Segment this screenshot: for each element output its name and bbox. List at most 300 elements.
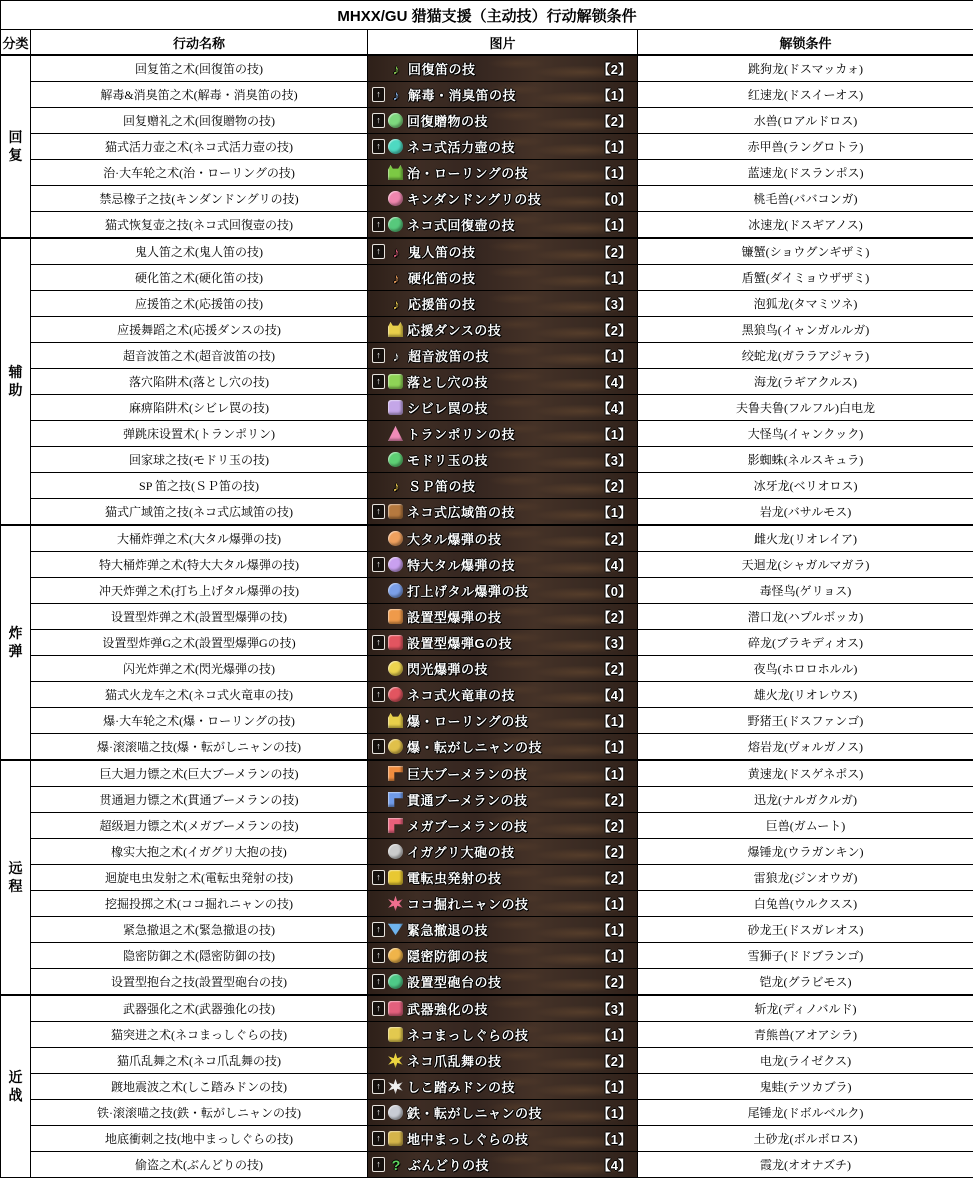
skill-label: 設置型爆弾Gの技	[407, 633, 512, 652]
skill-image-cell	[368, 995, 638, 1022]
action-name-cell: 禁忌橡子之技(キンダンドングリの技)	[31, 186, 368, 212]
skill-screenshot-strip	[368, 1048, 637, 1073]
skill-label: 電転虫発射の技	[407, 868, 502, 887]
slot-count: 【4】	[594, 1155, 631, 1174]
skill-image-cell	[368, 238, 638, 265]
slot-count: 【1】	[594, 711, 631, 730]
upgrade-arrow-badge-icon: ↑	[372, 348, 385, 363]
unlock-condition-cell: 土砂龙(ボルボロス)	[638, 1126, 973, 1152]
skill-image-cell	[368, 499, 638, 526]
upgrade-arrow-badge-icon: ↑	[372, 974, 385, 989]
skill-screenshot-strip	[368, 526, 637, 551]
slot-count: 【2】	[594, 1051, 631, 1070]
action-name-cell: 橡实大抱之术(イガグリ大抱の技)	[31, 839, 368, 865]
skill-screenshot-strip	[368, 1022, 637, 1047]
skill-image-cell	[368, 682, 638, 708]
skill-screenshot-strip	[368, 369, 637, 394]
unlock-condition-cell: 青熊兽(アオアシラ)	[638, 1022, 973, 1048]
skill-screenshot-strip	[368, 787, 637, 812]
skill-screenshot-strip	[368, 682, 637, 707]
retreat-arrows-icon	[388, 922, 403, 937]
skill-image-cell	[368, 134, 638, 160]
skill-screenshot-strip	[368, 630, 637, 655]
category-label: 远程	[9, 860, 23, 895]
dig-sparkle-icon	[388, 896, 403, 911]
skill-label: ネコ式火竜車の技	[407, 685, 515, 704]
upgrade-arrow-badge-icon: ↑	[372, 217, 385, 232]
upgrade-arrow-badge-icon: ↑	[372, 1157, 385, 1172]
boomerang-icon	[388, 766, 403, 781]
skill-screenshot-strip	[368, 578, 637, 603]
action-name-cell: 回家球之技(モドリ玉の技)	[31, 447, 368, 473]
table-row	[1, 1100, 973, 1126]
slot-count: 【2】	[594, 790, 631, 809]
skill-image-cell	[368, 630, 638, 656]
slot-count: 【1】	[594, 764, 631, 783]
skill-label: 応援ダンスの技	[407, 320, 501, 339]
action-name-cell: 设置型炸弹G之术(設置型爆弾Gの技)	[31, 630, 368, 656]
skill-screenshot-strip	[368, 604, 637, 629]
slot-count: 【1】	[594, 946, 631, 965]
skill-screenshot-strip	[368, 708, 637, 733]
skill-image-cell	[368, 186, 638, 212]
table-row	[1, 108, 973, 134]
category-cell	[1, 525, 31, 760]
horn-icon: ♪	[388, 478, 404, 493]
unlock-condition-cell: 夫鲁夫鲁(フルフル)白电龙	[638, 395, 973, 421]
action-name-cell: 猫式恢复壶之技(ネコ式回復壺の技)	[31, 212, 368, 239]
category-label: 近战	[9, 1069, 23, 1104]
unlock-condition-cell: 影蜘蛛(ネルスキュラ)	[638, 447, 973, 473]
table-row	[1, 682, 973, 708]
skill-screenshot-strip	[368, 160, 637, 185]
slot-count: 【2】	[594, 59, 631, 78]
table-row	[1, 421, 973, 447]
slot-count: 【1】	[594, 137, 631, 156]
slot-count: 【1】	[594, 424, 631, 443]
slot-count: 【4】	[594, 555, 631, 574]
upgrade-arrow-badge-icon: ↑	[372, 113, 385, 128]
skill-screenshot-strip	[368, 239, 637, 264]
action-name-cell: 大桶炸弹之术(大タル爆弾の技)	[31, 525, 368, 552]
table-row	[1, 55, 973, 82]
unlock-condition-cell: 雪狮子(ドドブランゴ)	[638, 943, 973, 969]
skill-label: イガグリ大砲の技	[407, 842, 515, 861]
skill-screenshot-strip	[368, 917, 637, 942]
header-image: 图片	[368, 30, 638, 56]
unlock-condition-cell: 蓝速龙(ドスランポス)	[638, 160, 973, 186]
skill-label: 設置型爆弾の技	[407, 607, 502, 626]
skill-image-cell	[368, 447, 638, 473]
slot-count: 【1】	[594, 920, 631, 939]
slot-count: 【1】	[594, 215, 631, 234]
action-name-cell: 闪光炸弹之术(閃光爆弾の技)	[31, 656, 368, 682]
action-name-cell: 应援笛之术(応援笛の技)	[31, 291, 368, 317]
table-row	[1, 1152, 973, 1178]
skill-label: トランポリンの技	[407, 424, 515, 443]
unlock-condition-cell: 雄火龙(リオレウス)	[638, 682, 973, 708]
upgrade-arrow-badge-icon: ↑	[372, 1079, 385, 1094]
action-name-cell: 麻痹陷阱术(シビレ罠の技)	[31, 395, 368, 421]
action-name-cell: 回复笛之术(回復笛の技)	[31, 55, 368, 82]
set-bomb-icon	[388, 609, 403, 624]
skill-label: ネコ式活力壺の技	[407, 137, 515, 156]
action-name-cell: 挖掘投掷之术(ココ掘れニャンの技)	[31, 891, 368, 917]
skill-screenshot-strip	[368, 839, 637, 864]
table-row	[1, 212, 973, 239]
header-category: 分类	[1, 30, 31, 56]
skill-screenshot-strip	[368, 1074, 637, 1099]
unlock-condition-cell: 毒怪鸟(ゲリョス)	[638, 578, 973, 604]
upgrade-arrow-badge-icon: ↑	[372, 557, 385, 572]
skill-screenshot-strip	[368, 1126, 637, 1151]
unlock-condition-cell: 雷狼龙(ジンオウガ)	[638, 865, 973, 891]
table-row	[1, 865, 973, 891]
slot-count: 【4】	[594, 685, 631, 704]
wide-range-box-icon	[388, 504, 403, 519]
slot-count: 【2】	[594, 659, 631, 678]
table-row	[1, 839, 973, 865]
claw-dance-icon	[388, 1053, 403, 1068]
skill-label: 爆・ローリングの技	[407, 711, 528, 730]
slot-count: 【4】	[594, 372, 631, 391]
unlock-condition-cell: 绞蛇龙(ガララアジャラ)	[638, 343, 973, 369]
vigor-pot-icon	[388, 139, 403, 154]
skill-label: ぶんどりの技	[408, 1155, 489, 1174]
chestnut-cannon-icon	[388, 844, 403, 859]
set-bomb-g-icon	[388, 635, 403, 650]
category-label: 回复	[9, 129, 23, 164]
skill-image-cell	[368, 917, 638, 943]
skill-screenshot-strip	[368, 134, 637, 159]
fire-wheel-icon	[388, 687, 403, 702]
plunder-question-icon: ?	[388, 1157, 404, 1172]
skill-screenshot-strip	[368, 421, 637, 446]
slot-count: 【2】	[594, 972, 631, 991]
action-name-cell: 回复赠礼之术(回復贈物の技)	[31, 108, 368, 134]
category-label: 炸弹	[9, 625, 23, 660]
skill-label: ココ掘れニャンの技	[407, 894, 529, 913]
slot-count: 【3】	[594, 633, 631, 652]
skill-label: 巨大ブーメランの技	[407, 764, 527, 783]
skill-label: ネコ爪乱舞の技	[407, 1051, 502, 1070]
unlock-condition-cell: 红速龙(ドスイーオス)	[638, 82, 973, 108]
unlock-condition-cell: 潜口龙(ハプルボッカ)	[638, 604, 973, 630]
skill-screenshot-strip	[368, 343, 637, 368]
action-name-cell: 猫式活力壶之术(ネコ式活力壺の技)	[31, 134, 368, 160]
skill-label: 超音波笛の技	[408, 346, 489, 365]
skill-image-cell	[368, 343, 638, 369]
skill-image-cell	[368, 212, 638, 239]
action-name-cell: 鬼人笛之术(鬼人笛の技)	[31, 238, 368, 265]
skill-screenshot-strip	[368, 656, 637, 681]
upgrade-arrow-badge-icon: ↑	[372, 870, 385, 885]
title-row	[1, 1, 973, 30]
upgrade-arrow-badge-icon: ↑	[372, 739, 385, 754]
skill-label: シビレ罠の技	[407, 398, 488, 417]
skill-screenshot-strip	[368, 265, 637, 290]
table-row	[1, 343, 973, 369]
skill-screenshot-strip	[368, 1152, 637, 1177]
action-name-cell: SP 笛之技(ＳＰ笛の技)	[31, 473, 368, 499]
skill-label: 硬化笛の技	[408, 268, 476, 287]
header-unlock-condition: 解锁条件	[638, 30, 973, 56]
table-row	[1, 656, 973, 682]
skill-label: 武器強化の技	[407, 999, 488, 1018]
unlock-condition-cell: 夜鸟(ホロロホルル)	[638, 656, 973, 682]
unlock-condition-cell: 熔岩龙(ヴォルガノス)	[638, 734, 973, 761]
skill-image-cell	[368, 395, 638, 421]
action-name-cell: 解毒&消臭笛之术(解毒・消臭笛の技)	[31, 82, 368, 108]
horn-icon: ♪	[388, 296, 404, 311]
skill-screenshot-strip	[368, 56, 637, 81]
skill-image-cell	[368, 839, 638, 865]
upgrade-arrow-badge-icon: ↑	[372, 1131, 385, 1146]
skill-label: 回復贈物の技	[407, 111, 488, 130]
skill-label: 閃光爆弾の技	[407, 659, 488, 678]
slot-count: 【2】	[594, 242, 631, 261]
skill-image-cell	[368, 82, 638, 108]
table-row	[1, 525, 973, 552]
skill-label: ＳＰ笛の技	[408, 476, 476, 495]
skill-label: 鬼人笛の技	[408, 242, 476, 261]
action-name-cell: 铁·滚滚喵之技(鉄・転がしニャンの技)	[31, 1100, 368, 1126]
skill-label: 爆・転がしニャンの技	[407, 737, 542, 756]
category-cell	[1, 995, 31, 1178]
skill-image-cell	[368, 813, 638, 839]
skill-screenshot-strip	[368, 82, 637, 107]
slot-count: 【2】	[594, 868, 631, 887]
skill-image-cell	[368, 1152, 638, 1178]
skill-image-cell	[368, 160, 638, 186]
action-name-cell: 猫式广域笛之技(ネコ式広域笛の技)	[31, 499, 368, 526]
unlock-condition-cell: 砂龙王(ドスガレオス)	[638, 917, 973, 943]
action-name-cell: 超级迴力镖之术(メガブーメランの技)	[31, 813, 368, 839]
stealth-shell-icon	[388, 948, 403, 963]
upgrade-arrow-badge-icon: ↑	[372, 1001, 385, 1016]
table-row	[1, 891, 973, 917]
slot-count: 【2】	[594, 476, 631, 495]
page-title: MHXX/GU 猎猫支援（主动技）行动解锁条件	[1, 1, 973, 30]
acorn-icon	[388, 191, 403, 206]
skill-label: モドリ玉の技	[407, 450, 488, 469]
action-name-cell: 超音波笛之术(超音波笛の技)	[31, 343, 368, 369]
mega-barrel-bomb-icon	[388, 557, 403, 572]
table-row	[1, 760, 973, 787]
skill-image-cell	[368, 369, 638, 395]
slot-count: 【4】	[594, 398, 631, 417]
slot-count: 【0】	[594, 189, 631, 208]
slot-count: 【2】	[594, 816, 631, 835]
slot-count: 【1】	[594, 1103, 631, 1122]
unlock-condition-cell: 霞龙(オオナズチ)	[638, 1152, 973, 1178]
skill-image-cell	[368, 604, 638, 630]
action-name-cell: 贯通迴力镖之术(貫通ブーメランの技)	[31, 787, 368, 813]
table-row	[1, 317, 973, 343]
action-name-cell: 硬化笛之术(硬化笛の技)	[31, 265, 368, 291]
skill-label: 鉄・転がしニャンの技	[407, 1103, 542, 1122]
skill-label: ネコまっしぐらの技	[407, 1025, 529, 1044]
skill-screenshot-strip	[368, 943, 637, 968]
rolling-ball-icon	[388, 739, 403, 754]
shock-trap-icon	[388, 400, 403, 415]
skill-screenshot-strip	[368, 1100, 637, 1125]
action-name-cell: 冲天炸弹之术(打ち上げタル爆弾の技)	[31, 578, 368, 604]
skill-label: メガブーメランの技	[407, 816, 527, 835]
skill-label: 貫通ブーメランの技	[407, 790, 527, 809]
flash-bomb-icon	[388, 661, 403, 676]
slot-count: 【3】	[594, 294, 631, 313]
thunderbug-icon	[388, 870, 403, 885]
skill-image-cell	[368, 969, 638, 996]
table-row	[1, 734, 973, 761]
skill-screenshot-strip	[368, 186, 637, 211]
category-label: 辅助	[9, 364, 23, 399]
horn-icon: ♪	[388, 270, 404, 285]
upgrade-arrow-badge-icon: ↑	[372, 504, 385, 519]
table-row	[1, 186, 973, 212]
slot-count: 【2】	[594, 607, 631, 626]
category-cell	[1, 238, 31, 525]
skill-image-cell	[368, 55, 638, 82]
action-name-cell: 应援舞蹈之术(応援ダンスの技)	[31, 317, 368, 343]
slot-count: 【1】	[594, 1025, 631, 1044]
skill-image-cell	[368, 317, 638, 343]
category-cell	[1, 55, 31, 238]
gift-icon	[388, 113, 403, 128]
action-name-cell: 紧急撤退之术(緊急撤退の技)	[31, 917, 368, 943]
upgrade-arrow-badge-icon: ↑	[372, 87, 385, 102]
skill-image-cell	[368, 943, 638, 969]
table-row	[1, 630, 973, 656]
table-row	[1, 447, 973, 473]
action-name-cell: 猫突进之术(ネコまっしぐらの技)	[31, 1022, 368, 1048]
table-row	[1, 1074, 973, 1100]
unlock-condition-cell: 斩龙(ディノバルド)	[638, 995, 973, 1022]
action-name-cell: 迴旋电虫发射之术(電転虫発射の技)	[31, 865, 368, 891]
table-row	[1, 969, 973, 996]
action-name-cell: 设置型抱台之技(設置型砲台の技)	[31, 969, 368, 996]
skill-label: 回復笛の技	[408, 59, 476, 78]
skill-screenshot-strip	[368, 108, 637, 133]
unlock-condition-cell: 岩龙(バサルモス)	[638, 499, 973, 526]
skill-label: ネコ式広域笛の技	[407, 502, 515, 521]
launch-bomb-icon	[388, 583, 403, 598]
slot-count: 【1】	[594, 268, 631, 287]
skill-image-cell	[368, 552, 638, 578]
skill-image-cell	[368, 734, 638, 761]
skill-label: 地中まっしぐらの技	[407, 1129, 529, 1148]
unlock-condition-cell: 迅龙(ナルガクルガ)	[638, 787, 973, 813]
skill-label: キンダンドングリの技	[407, 189, 541, 208]
skill-screenshot-strip	[368, 447, 637, 472]
table-row	[1, 160, 973, 186]
slot-count: 【3】	[594, 450, 631, 469]
skill-image-cell	[368, 1100, 638, 1126]
skill-screenshot-strip	[368, 761, 637, 786]
table-row	[1, 369, 973, 395]
skill-image-cell	[368, 265, 638, 291]
skill-label: 大タル爆弾の技	[407, 529, 502, 548]
upgrade-arrow-badge-icon: ↑	[372, 687, 385, 702]
action-name-cell: 特大桶炸弹之术(特大大タル爆弾の技)	[31, 552, 368, 578]
action-name-cell: 巨大迴力镖之术(巨大ブーメランの技)	[31, 760, 368, 787]
skill-image-cell	[368, 525, 638, 552]
unlock-condition-cell: 赤甲兽(ラングロトラ)	[638, 134, 973, 160]
unlock-condition-cell: 尾锤龙(ドボルベルク)	[638, 1100, 973, 1126]
unlock-condition-cell: 海龙(ラギアクルス)	[638, 369, 973, 395]
unlock-condition-cell: 电龙(ライゼクス)	[638, 1048, 973, 1074]
skill-screenshot-strip	[368, 865, 637, 890]
unlock-condition-cell: 黑狼鸟(イャンガルルガ)	[638, 317, 973, 343]
stomp-shockwave-icon	[388, 1079, 403, 1094]
table-row	[1, 291, 973, 317]
category-cell	[1, 760, 31, 995]
upgrade-arrow-badge-icon: ↑	[372, 1105, 385, 1120]
unlock-condition-cell: 黄速龙(ドスゲネポス)	[638, 760, 973, 787]
skill-label: しこ踏みドンの技	[407, 1077, 515, 1096]
table-row	[1, 395, 973, 421]
skill-image-cell	[368, 1074, 638, 1100]
skill-image-cell	[368, 578, 638, 604]
table-row	[1, 578, 973, 604]
skill-screenshot-strip	[368, 212, 637, 237]
table-row	[1, 238, 973, 265]
slot-count: 【2】	[594, 320, 631, 339]
unlock-condition-cell: 冰速龙(ドスギアノス)	[638, 212, 973, 239]
table-row	[1, 499, 973, 526]
burrow-dash-icon	[388, 1131, 403, 1146]
upgrade-arrow-badge-icon: ↑	[372, 948, 385, 963]
cat-face-icon	[388, 322, 403, 337]
slot-count: 【3】	[594, 999, 631, 1018]
table-row	[1, 943, 973, 969]
action-name-cell: 武器强化之术(武器強化の技)	[31, 995, 368, 1022]
slot-count: 【2】	[594, 111, 631, 130]
skill-image-cell	[368, 1048, 638, 1074]
unlock-condition-cell: 桃毛兽(ババコンガ)	[638, 186, 973, 212]
action-name-cell: 猫式火龙车之术(ネコ式火竜車の技)	[31, 682, 368, 708]
table-row	[1, 134, 973, 160]
unlock-condition-cell: 冰牙龙(ベリオロス)	[638, 473, 973, 499]
unlock-condition-cell: 大怪鸟(イャンクック)	[638, 421, 973, 447]
action-name-cell: 爆·大车轮之术(爆・ローリングの技)	[31, 708, 368, 734]
horn-icon: ♪	[388, 87, 404, 102]
upgrade-arrow-badge-icon: ↑	[372, 244, 385, 259]
table-row	[1, 708, 973, 734]
slot-count: 【1】	[594, 1077, 631, 1096]
unlock-condition-cell: 鬼蛙(テツカブラ)	[638, 1074, 973, 1100]
table-row	[1, 1022, 973, 1048]
horn-icon: ♪	[388, 244, 404, 259]
action-name-cell: 隐密防御之术(隠密防御の技)	[31, 943, 368, 969]
unlock-condition-cell: 野猪王(ドスファンゴ)	[638, 708, 973, 734]
skill-image-cell	[368, 421, 638, 447]
table-row	[1, 82, 973, 108]
table-row	[1, 473, 973, 499]
skill-label: 打上げタル爆弾の技	[407, 581, 529, 600]
upgrade-arrow-badge-icon: ↑	[372, 635, 385, 650]
skill-image-cell	[368, 865, 638, 891]
action-name-cell: 治·大车轮之术(治・ローリングの技)	[31, 160, 368, 186]
upgrade-arrow-badge-icon: ↑	[372, 139, 385, 154]
skill-screenshot-strip	[368, 317, 637, 342]
skill-image-cell	[368, 1126, 638, 1152]
trampoline-icon	[388, 426, 403, 441]
skill-screenshot-strip	[368, 395, 637, 420]
skill-label: 落とし穴の技	[407, 372, 488, 391]
dash-icon	[388, 1027, 403, 1042]
